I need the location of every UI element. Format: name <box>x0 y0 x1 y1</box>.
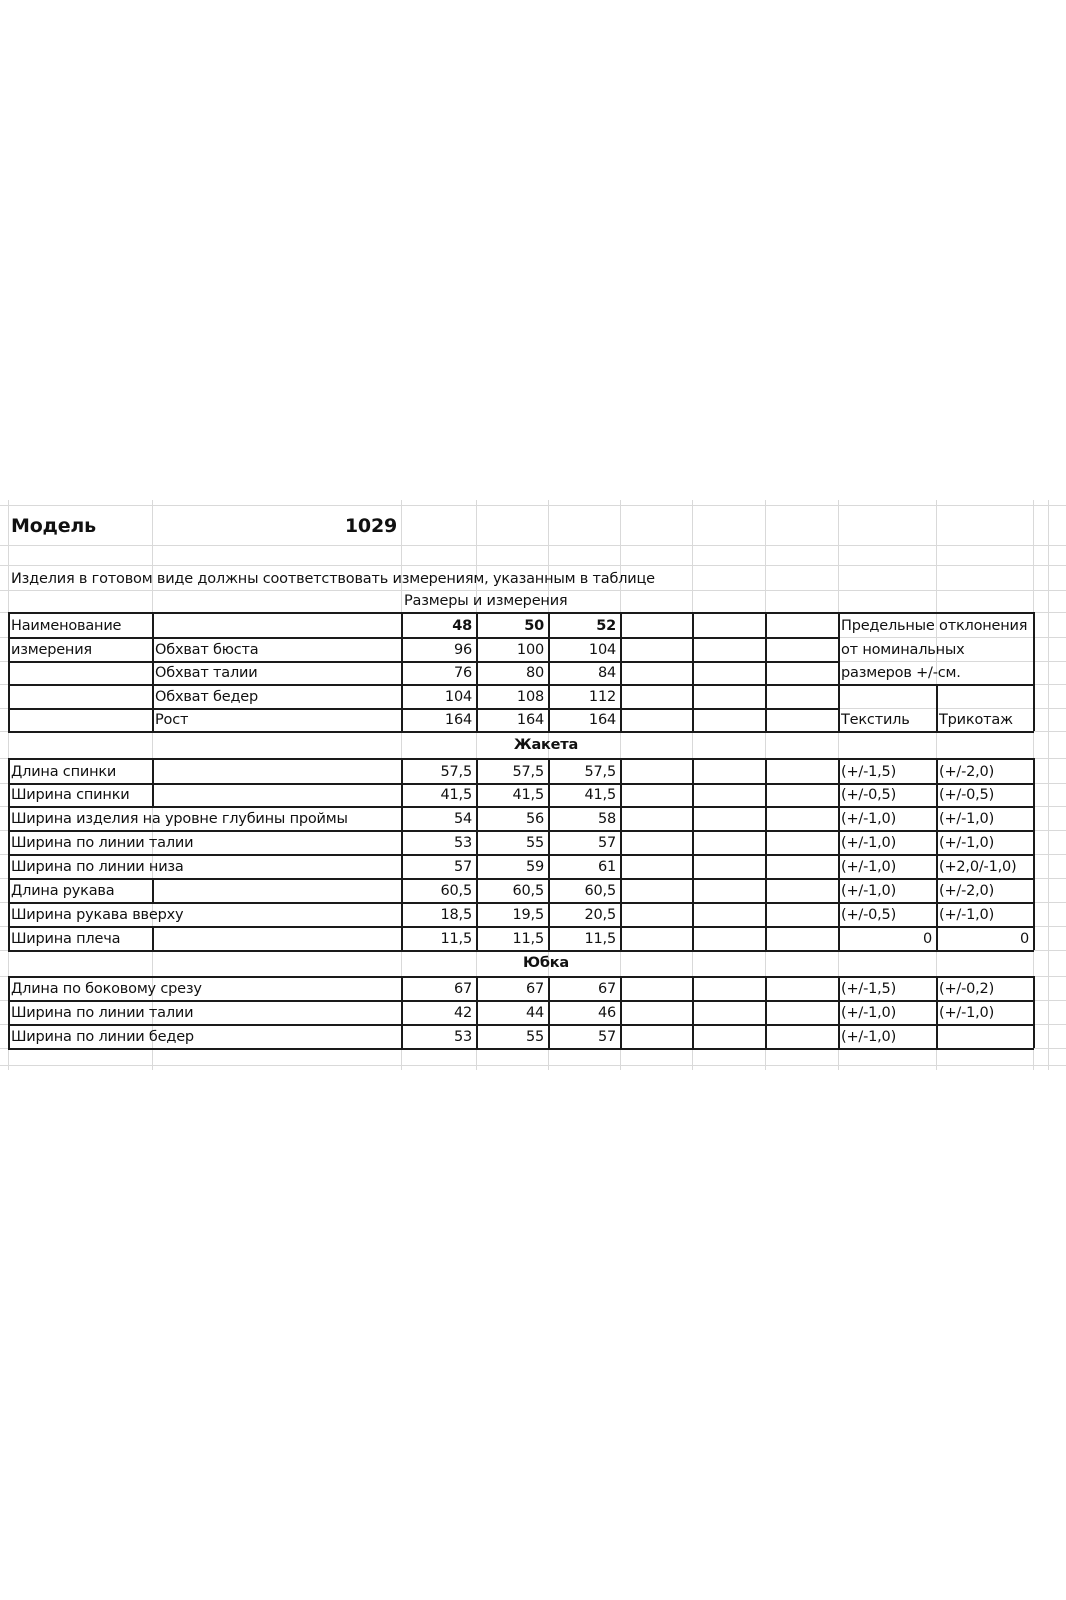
textile-tolerance: (+/-0,5) <box>841 906 897 923</box>
table-border <box>1033 806 1035 830</box>
gridline-horizontal <box>0 590 1066 591</box>
measurement-label: Ширина рукава вверху <box>11 906 184 923</box>
table-border <box>8 637 838 639</box>
table-border <box>8 976 10 1000</box>
table-border <box>548 1024 550 1048</box>
table-border <box>765 902 767 926</box>
table-border <box>765 806 767 830</box>
table-border <box>765 783 767 806</box>
textile-tolerance: (+/-1,0) <box>841 1004 897 1021</box>
textile-tolerance: (+/-1,0) <box>841 882 897 899</box>
table-border <box>548 902 550 926</box>
table-border <box>8 1000 1034 1002</box>
table-border <box>8 758 10 783</box>
table-border <box>936 806 938 830</box>
measurement-label: Ширина по линии талии <box>11 834 194 851</box>
table-border <box>936 684 938 731</box>
body-measurement-value: 108 <box>516 688 544 705</box>
table-border <box>476 878 478 902</box>
measurement-label: Длина рукава <box>11 882 115 899</box>
table-border <box>692 926 694 950</box>
body-measurement-value: 76 <box>453 664 472 681</box>
measurement-value: 59 <box>525 858 544 875</box>
table-border <box>548 612 550 731</box>
table-border <box>936 783 938 806</box>
table-border <box>401 878 403 902</box>
table-border <box>8 830 10 854</box>
table-border <box>476 1000 478 1024</box>
table-border <box>765 1000 767 1024</box>
measurement-label: Ширина по линии низа <box>11 858 184 875</box>
table-border <box>620 758 622 783</box>
table-border <box>620 976 622 1000</box>
measurement-value: 20,5 <box>584 906 616 923</box>
measurement-value: 57,5 <box>584 763 616 780</box>
measurement-value: 53 <box>453 834 472 851</box>
table-border <box>476 758 478 783</box>
table-border <box>936 1000 938 1024</box>
measurement-value: 60,5 <box>584 882 616 899</box>
table-border <box>476 830 478 854</box>
body-measurement-value: 164 <box>516 711 544 728</box>
knit-tolerance: (+/-1,0) <box>939 906 995 923</box>
table-border <box>8 1024 10 1048</box>
table-border <box>8 684 838 686</box>
table-border <box>620 878 622 902</box>
table-border <box>838 878 840 902</box>
measurement-value: 57 <box>597 834 616 851</box>
table-border <box>838 783 840 806</box>
table-border <box>401 926 403 950</box>
measurement-label: Ширина изделия на уровне глубины проймы <box>11 810 348 827</box>
table-border <box>548 758 550 783</box>
table-border <box>8 612 1034 614</box>
table-border <box>765 830 767 854</box>
textile-header: Текстиль <box>841 711 910 728</box>
size-header: 48 <box>452 617 472 634</box>
measurement-value: 67 <box>597 980 616 997</box>
table-border <box>8 783 10 806</box>
gridline-horizontal <box>0 505 1066 506</box>
textile-tolerance: (+/-1,0) <box>841 858 897 875</box>
table-border <box>548 976 550 1000</box>
table-border <box>548 1000 550 1024</box>
model-number: 1029 <box>344 515 397 537</box>
table-border <box>1033 902 1035 926</box>
measurement-value: 55 <box>525 1028 544 1045</box>
section-title: Жакета <box>513 736 579 753</box>
table-border <box>620 902 622 926</box>
textile-tolerance: (+/-1,5) <box>841 763 897 780</box>
table-border <box>838 612 840 731</box>
table-border <box>838 926 840 950</box>
table-border <box>152 926 154 950</box>
table-border <box>8 950 1034 952</box>
measurement-value: 46 <box>597 1004 616 1021</box>
table-border <box>8 612 10 731</box>
table-border <box>8 902 1034 904</box>
table-border <box>1033 1000 1035 1024</box>
table-border <box>692 878 694 902</box>
table-border <box>936 758 938 783</box>
knit-tolerance: (+/-0,5) <box>939 786 995 803</box>
measurement-value: 57 <box>597 1028 616 1045</box>
table-border <box>8 731 1034 733</box>
table-border <box>152 783 154 806</box>
measurement-value: 19,5 <box>512 906 544 923</box>
table-border <box>8 708 838 710</box>
table-border <box>1033 758 1035 783</box>
body-measurement-value: 96 <box>453 641 472 658</box>
measurement-value: 18,5 <box>440 906 472 923</box>
measurement-value: 42 <box>453 1004 472 1021</box>
table-border <box>765 878 767 902</box>
measurement-label: Длина спинки <box>11 763 117 780</box>
body-measurement-value: 80 <box>525 664 544 681</box>
table-border <box>548 878 550 902</box>
table-border <box>838 758 840 783</box>
body-measurement-label: Обхват бюста <box>155 641 259 658</box>
measurement-value: 55 <box>525 834 544 851</box>
table-border <box>8 758 1034 760</box>
gridline-horizontal <box>0 565 1066 566</box>
note-text: Изделия в готовом виде должны соответствовать измерениям, указанным в таблице <box>11 570 655 587</box>
table-border <box>548 926 550 950</box>
knit-tolerance: (+/-2,0) <box>939 763 995 780</box>
table-border <box>8 878 10 902</box>
body-measurement-value: 112 <box>588 688 616 705</box>
table-border <box>838 1024 840 1048</box>
table-border <box>476 854 478 878</box>
body-measurement-value: 104 <box>444 688 472 705</box>
table-border <box>8 926 1034 928</box>
table-border <box>765 854 767 878</box>
table-border <box>620 926 622 950</box>
knit-tolerance: (+/-2,0) <box>939 882 995 899</box>
table-border <box>620 830 622 854</box>
textile-tolerance: (+/-1,0) <box>841 1028 897 1045</box>
table-border <box>692 783 694 806</box>
table-border <box>476 1024 478 1048</box>
measurement-label: Ширина спинки <box>11 786 130 803</box>
table-border <box>1033 783 1035 806</box>
measurement-value: 60,5 <box>512 882 544 899</box>
measurement-value: 58 <box>597 810 616 827</box>
table-border <box>620 1000 622 1024</box>
table-border <box>936 830 938 854</box>
body-measurement-value: 84 <box>597 664 616 681</box>
knit-tolerance: 0 <box>1019 930 1029 947</box>
measurement-value: 57,5 <box>512 763 544 780</box>
table-border <box>936 878 938 902</box>
table-border <box>548 783 550 806</box>
measurement-value: 67 <box>453 980 472 997</box>
table-border <box>152 758 154 783</box>
name-header: Наименование <box>11 617 122 634</box>
measurement-value: 57,5 <box>440 763 472 780</box>
table-border <box>152 878 154 902</box>
body-measurement-label: Рост <box>155 711 189 728</box>
table-border <box>692 1024 694 1048</box>
table-border <box>692 976 694 1000</box>
table-border <box>476 806 478 830</box>
measurement-value: 11,5 <box>512 930 544 947</box>
table-border <box>838 806 840 830</box>
textile-tolerance: (+/-1,0) <box>841 834 897 851</box>
measurement-value: 41,5 <box>512 786 544 803</box>
table-border <box>8 1000 10 1024</box>
table-border <box>8 976 1034 978</box>
table-border <box>692 806 694 830</box>
table-border <box>765 1024 767 1048</box>
table-border <box>936 976 938 1000</box>
table-border <box>401 902 403 926</box>
measurement-value: 60,5 <box>440 882 472 899</box>
gridline-horizontal <box>0 545 1066 546</box>
table-border <box>620 783 622 806</box>
section-title: Юбка <box>523 954 569 971</box>
table-border <box>8 854 1034 856</box>
body-measurement-value: 104 <box>588 641 616 658</box>
textile-tolerance: 0 <box>922 930 932 947</box>
table-border <box>692 1000 694 1024</box>
table-border <box>838 976 840 1000</box>
knit-tolerance: (+/-1,0) <box>939 1004 995 1021</box>
textile-tolerance: (+/-1,5) <box>841 980 897 997</box>
table-border <box>401 758 403 783</box>
table-border <box>620 1024 622 1048</box>
measurement-value: 54 <box>453 810 472 827</box>
textile-tolerance: (+/-1,0) <box>841 810 897 827</box>
table-border <box>548 830 550 854</box>
table-border <box>765 612 767 731</box>
measurement-value: 11,5 <box>440 930 472 947</box>
table-border <box>8 902 10 926</box>
size-header: 50 <box>524 617 544 634</box>
table-border <box>838 830 840 854</box>
table-border <box>401 612 403 731</box>
gridline-vertical <box>1048 500 1049 1070</box>
table-border <box>936 1024 938 1048</box>
table-border <box>8 830 1034 832</box>
knit-tolerance: (+2,0/-1,0) <box>939 858 1017 875</box>
table-border <box>401 830 403 854</box>
table-border <box>476 783 478 806</box>
table-border <box>401 783 403 806</box>
table-border <box>8 661 838 663</box>
measurement-label: Ширина плеча <box>11 930 121 947</box>
tolerance-header: Предельные отклонения <box>841 617 1028 634</box>
table-border <box>620 854 622 878</box>
measurement-value: 11,5 <box>584 930 616 947</box>
table-border <box>152 612 154 731</box>
measurement-value: 61 <box>597 858 616 875</box>
table-border <box>1033 612 1035 731</box>
table-border <box>8 1024 1034 1026</box>
measurement-value: 56 <box>525 810 544 827</box>
table-border <box>8 854 10 878</box>
knit-tolerance: (+/-1,0) <box>939 810 995 827</box>
measurement-value: 67 <box>525 980 544 997</box>
body-measurement-value: 164 <box>444 711 472 728</box>
table-border <box>1033 878 1035 902</box>
table-border <box>1033 830 1035 854</box>
table-border <box>765 926 767 950</box>
body-measurement-value: 164 <box>588 711 616 728</box>
table-border <box>692 902 694 926</box>
measurement-label: Длина по боковому срезу <box>11 980 202 997</box>
table-border <box>936 902 938 926</box>
table-border <box>692 612 694 731</box>
knit-tolerance: (+/-1,0) <box>939 834 995 851</box>
table-border <box>8 926 10 950</box>
table-border <box>8 783 1034 785</box>
knit-header: Трикотаж <box>939 711 1013 728</box>
tolerance-header: размеров +/-см. <box>841 664 961 681</box>
measurement-label: Ширина по линии талии <box>11 1004 194 1021</box>
body-measurement-value: 100 <box>516 641 544 658</box>
table-border <box>620 612 622 731</box>
measurement-value: 53 <box>453 1028 472 1045</box>
table-border <box>1033 854 1035 878</box>
table-border <box>1033 976 1035 1000</box>
table-border <box>476 976 478 1000</box>
sizes-caption: Размеры и измерения <box>404 592 568 609</box>
table-border <box>692 854 694 878</box>
body-measurement-label: Обхват бедер <box>155 688 259 705</box>
table-border <box>692 758 694 783</box>
table-border <box>838 1000 840 1024</box>
gridline-horizontal <box>0 1065 1066 1066</box>
knit-tolerance: (+/-0,2) <box>939 980 995 997</box>
table-border <box>765 758 767 783</box>
size-header: 52 <box>596 617 616 634</box>
measurement-value: 44 <box>525 1004 544 1021</box>
table-border <box>8 878 1034 880</box>
table-border <box>548 854 550 878</box>
table-border <box>8 1048 1034 1050</box>
table-border <box>401 1000 403 1024</box>
table-border <box>8 806 10 830</box>
name-header: измерения <box>11 641 92 658</box>
measurement-value: 57 <box>453 858 472 875</box>
measurement-value: 41,5 <box>440 786 472 803</box>
table-border <box>401 854 403 878</box>
table-border <box>692 830 694 854</box>
table-border <box>838 854 840 878</box>
table-border <box>401 1024 403 1048</box>
body-measurement-label: Обхват талии <box>155 664 258 681</box>
table-border <box>548 806 550 830</box>
table-border <box>936 854 938 878</box>
table-border <box>838 902 840 926</box>
table-border <box>936 926 938 950</box>
table-border <box>476 902 478 926</box>
table-border <box>1033 1024 1035 1048</box>
table-border <box>8 806 1034 808</box>
table-border <box>401 976 403 1000</box>
table-border <box>620 806 622 830</box>
table-border <box>401 806 403 830</box>
model-label: Модель <box>11 515 96 537</box>
tolerance-header: от номинальных <box>841 641 965 658</box>
measurement-label: Ширина по линии бедер <box>11 1028 194 1045</box>
table-border <box>765 976 767 1000</box>
textile-tolerance: (+/-0,5) <box>841 786 897 803</box>
table-border <box>476 926 478 950</box>
table-border <box>1033 926 1035 950</box>
table-border <box>476 612 478 731</box>
measurement-value: 41,5 <box>584 786 616 803</box>
